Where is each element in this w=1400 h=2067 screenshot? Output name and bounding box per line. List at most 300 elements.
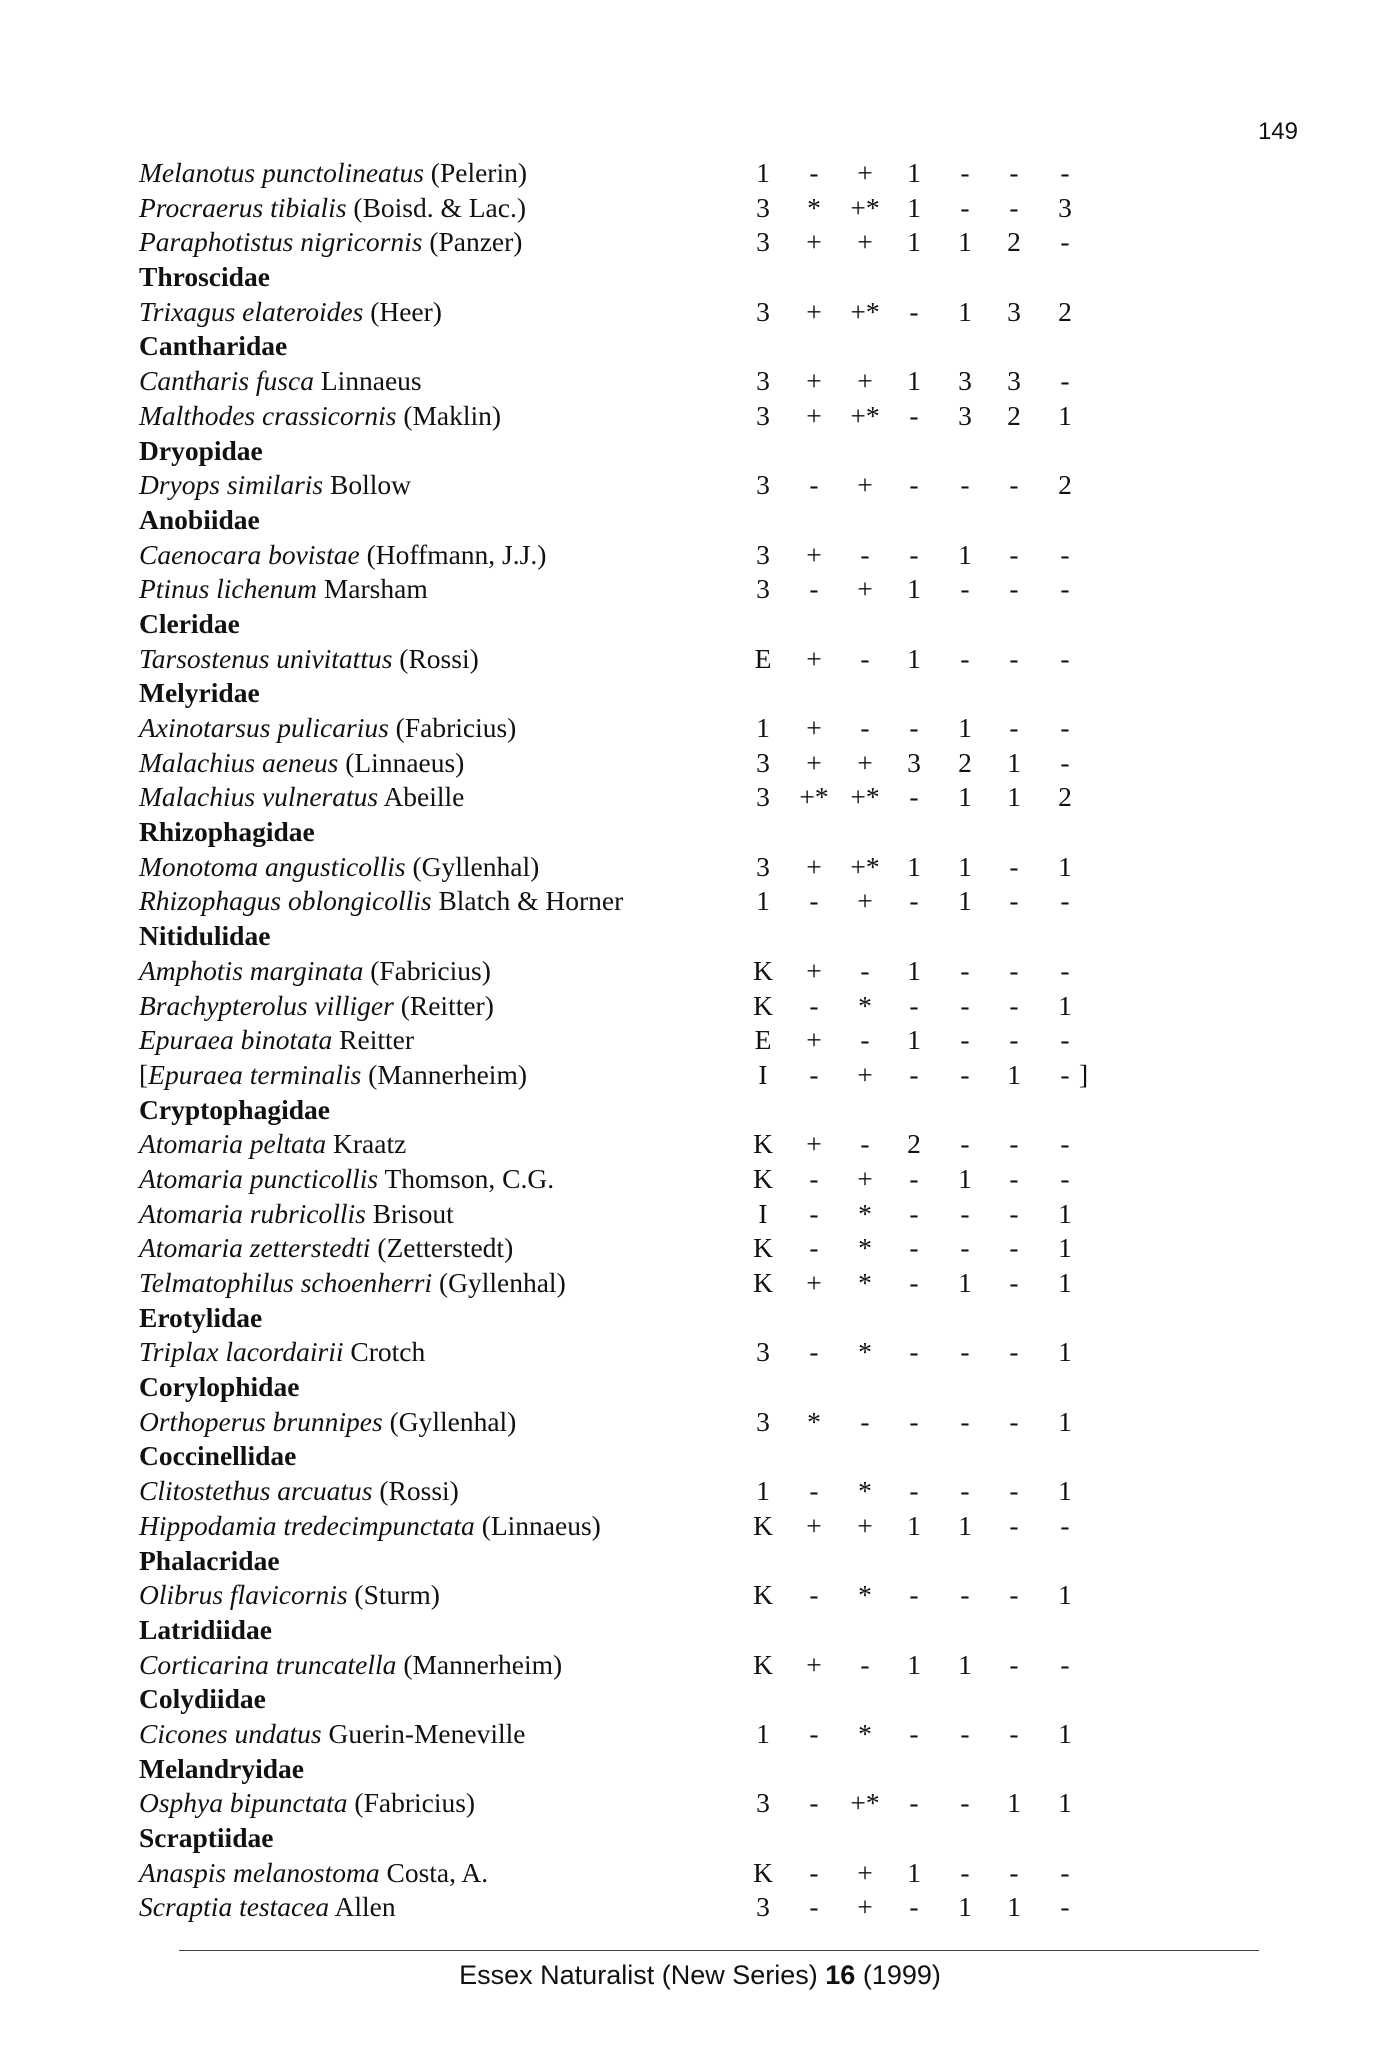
authority: Abeille	[383, 781, 465, 813]
authority: (Panzer)	[429, 226, 523, 258]
record-cell: -	[909, 1405, 919, 1437]
record-cell: 3	[756, 781, 770, 813]
record-cell: -	[909, 1232, 919, 1264]
record-cell: +*	[850, 781, 880, 813]
record-cell: 1	[958, 781, 972, 813]
record-cell: *	[807, 1405, 821, 1437]
species-row	[139, 1266, 1159, 1301]
record-cell: 1	[958, 1891, 972, 1923]
close-bracket: ]	[1079, 1058, 1089, 1090]
species-name	[139, 1856, 488, 1891]
family-heading	[139, 1752, 1159, 1787]
family-name: Throscidae	[139, 261, 270, 293]
species-name	[139, 1162, 554, 1197]
record-cell: 1	[958, 1648, 972, 1680]
journal-title: Essex Naturalist (New Series)	[459, 1960, 818, 1990]
species-row	[139, 1127, 1159, 1162]
record-cell: -	[909, 1336, 919, 1368]
authority: (Sturm)	[354, 1579, 440, 1611]
authority: (Mannerheim)	[403, 1648, 563, 1680]
record-cell: -	[909, 989, 919, 1021]
family-name: Cleridae	[139, 607, 240, 639]
record-cell: -	[860, 1405, 870, 1437]
record-cell: -	[960, 1405, 970, 1437]
family-name: Cryptophagidae	[139, 1093, 330, 1125]
record-cell: -	[1009, 1336, 1019, 1368]
species-row	[139, 1058, 1159, 1093]
record-cell: -	[960, 157, 970, 188]
record-cell: -	[809, 1475, 819, 1507]
record-cell: I	[758, 1058, 768, 1090]
record-cell: 1	[907, 191, 921, 223]
authority: (Gyllenhal)	[389, 1405, 517, 1437]
record-cell: 3	[756, 850, 770, 882]
species-name	[139, 1231, 513, 1266]
species-name	[139, 1058, 527, 1093]
record-cell: +	[857, 226, 873, 258]
record-cell: -	[860, 712, 870, 743]
species-row	[139, 1786, 1159, 1821]
record-cell: -	[909, 1787, 919, 1819]
species-row	[139, 1023, 1159, 1058]
species-row	[139, 225, 1159, 260]
species-row	[139, 850, 1159, 885]
record-cell: +	[806, 226, 822, 258]
family-heading	[139, 1439, 1159, 1474]
family-name: Dryopidae	[139, 434, 263, 466]
record-cell: -	[960, 1579, 970, 1611]
binomial-name: Atomaria peltata	[139, 1128, 327, 1160]
record-cell: -	[1060, 365, 1070, 397]
record-cell: -	[809, 469, 819, 501]
authority: Linnaeus	[320, 365, 422, 397]
family-name: Anobiidae	[139, 503, 260, 535]
authority: (Maklin)	[403, 399, 502, 431]
species-row	[139, 399, 1159, 434]
binomial-name: Axinotarsus pulicarius	[139, 712, 389, 743]
family-name: Nitidulidae	[139, 920, 271, 952]
family-name: Rhizophagidae	[139, 816, 315, 848]
record-cell: +	[806, 1648, 822, 1680]
authority: (Fabricius)	[354, 1787, 476, 1819]
record-cell: 1	[1007, 781, 1021, 813]
record-cell: -	[1009, 538, 1019, 570]
binomial-name: Amphotis marginata	[139, 954, 364, 986]
record-cell: 3	[756, 399, 770, 431]
species-name	[139, 538, 546, 573]
record-cell: -	[1009, 1579, 1019, 1611]
record-cell: -	[1060, 157, 1070, 188]
binomial-name: Atomaria rubricollis	[139, 1197, 366, 1229]
species-row	[139, 364, 1159, 399]
record-cell: +	[806, 642, 822, 674]
binomial-name: Brachypterolus villiger	[139, 989, 394, 1021]
record-cell: -	[1009, 1162, 1019, 1194]
record-cell: 1	[1058, 1232, 1072, 1264]
record-cell: 3	[1058, 191, 1072, 223]
authority: Reitter	[339, 1024, 414, 1056]
record-cell: 1	[907, 365, 921, 397]
record-cell: 1	[756, 885, 770, 917]
record-cell: -	[809, 1197, 819, 1229]
binomial-name: Procraerus tibialis	[139, 191, 347, 223]
family-heading	[139, 1682, 1159, 1717]
record-cell: *	[807, 191, 821, 223]
record-cell: +	[806, 365, 822, 397]
record-cell: -	[860, 1648, 870, 1680]
record-cell: 1	[1058, 1579, 1072, 1611]
record-cell: *	[858, 989, 872, 1021]
species-name	[139, 1127, 406, 1162]
record-cell: -	[909, 1197, 919, 1229]
record-cell: 1	[1058, 1405, 1072, 1437]
record-cell: -	[860, 1128, 870, 1160]
record-cell: -	[1009, 1509, 1019, 1541]
record-cell: -	[1009, 1717, 1019, 1749]
authority: Crotch	[350, 1336, 426, 1368]
binomial-name: Scraptia testacea	[139, 1891, 330, 1923]
family-heading	[139, 1370, 1159, 1405]
record-cell: 1	[907, 954, 921, 986]
species-row	[139, 1231, 1159, 1266]
record-cell: 1	[958, 538, 972, 570]
binomial-name: Dryops similaris	[139, 469, 324, 501]
authority: Guerin-Meneville	[328, 1717, 526, 1749]
authority: (Pelerin)	[430, 157, 527, 188]
record-cell: I	[758, 1197, 768, 1229]
record-cell: -	[809, 989, 819, 1021]
species-name	[139, 1405, 516, 1440]
record-cell: -	[809, 157, 819, 188]
binomial-name: Malachius aeneus	[139, 746, 339, 778]
species-name	[139, 884, 623, 919]
record-cell: +	[806, 295, 822, 327]
record-cell: K	[753, 954, 773, 986]
record-cell: -	[909, 399, 919, 431]
record-cell: 1	[1058, 1197, 1072, 1229]
record-cell: -	[960, 1232, 970, 1264]
record-cell: K	[753, 1162, 773, 1194]
record-cell: 1	[907, 1024, 921, 1056]
record-cell: -	[1009, 885, 1019, 917]
record-cell: -	[1009, 573, 1019, 605]
authority: Costa, A.	[386, 1856, 489, 1888]
record-cell: -	[1060, 538, 1070, 570]
record-cell: 2	[1007, 399, 1021, 431]
authority: (Linnaeus)	[481, 1509, 601, 1541]
authority: (Linnaeus)	[345, 746, 465, 778]
binomial-name: Malthodes crassicornis	[139, 399, 397, 431]
authority: (Rossi)	[399, 642, 479, 674]
open-bracket: [	[139, 1058, 149, 1090]
family-name: Colydiidae	[139, 1683, 266, 1715]
record-cell: 1	[907, 1648, 921, 1680]
record-cell: 1	[907, 573, 921, 605]
record-cell: -	[1060, 1058, 1070, 1090]
record-cell: 1	[756, 157, 770, 188]
record-cell: 3	[756, 1336, 770, 1368]
record-cell: 1	[756, 1717, 770, 1749]
record-cell: +	[857, 365, 873, 397]
family-name: Erotylidae	[139, 1301, 263, 1333]
record-cell: -	[1060, 885, 1070, 917]
species-row	[139, 1890, 1159, 1925]
species-name	[139, 642, 479, 677]
record-cell: 1	[907, 157, 921, 188]
record-cell: *	[858, 1232, 872, 1264]
record-cell: -	[1009, 1475, 1019, 1507]
species-row	[139, 989, 1159, 1024]
species-row	[139, 746, 1159, 781]
record-cell: -	[1009, 191, 1019, 223]
family-heading	[139, 919, 1159, 954]
record-cell: -	[809, 1579, 819, 1611]
record-cell: -	[909, 781, 919, 813]
record-cell: *	[858, 1717, 872, 1749]
family-heading	[139, 607, 1159, 642]
record-cell: +	[857, 573, 873, 605]
record-cell: -	[909, 1267, 919, 1298]
record-cell: -	[860, 642, 870, 674]
record-cell: +	[857, 1891, 873, 1923]
species-name	[139, 468, 411, 503]
record-cell: -	[909, 295, 919, 327]
species-name	[139, 1578, 440, 1613]
record-cell: -	[860, 1024, 870, 1056]
record-cell: 1	[1058, 1717, 1072, 1749]
species-row	[139, 1405, 1159, 1440]
record-cell: -	[1009, 1024, 1019, 1056]
species-name	[139, 156, 527, 191]
record-cell: +	[857, 1058, 873, 1090]
species-name	[139, 295, 442, 330]
record-cell: 1	[1007, 1787, 1021, 1819]
species-row	[139, 1648, 1159, 1683]
record-cell: -	[960, 1787, 970, 1819]
family-heading	[139, 1093, 1159, 1128]
record-cell: 3	[756, 295, 770, 327]
family-name: Cantharidae	[139, 330, 288, 362]
record-cell: -	[809, 1232, 819, 1264]
record-cell: 3	[756, 1787, 770, 1819]
record-cell: +	[857, 469, 873, 501]
record-cell: -	[1060, 954, 1070, 986]
species-name	[139, 1474, 459, 1509]
record-cell: +	[806, 399, 822, 431]
record-cell: 1	[1007, 1891, 1021, 1923]
record-cell: 1	[907, 1509, 921, 1541]
species-name	[139, 989, 494, 1024]
species-row	[139, 1162, 1159, 1197]
record-cell: K	[753, 1648, 773, 1680]
record-cell: -	[960, 1024, 970, 1056]
record-cell: -	[1009, 1405, 1019, 1437]
record-cell: K	[753, 1267, 773, 1298]
record-cell: -	[960, 1128, 970, 1160]
record-cell: -	[809, 1856, 819, 1888]
binomial-name: Atomaria puncticollis	[139, 1162, 379, 1194]
family-name: Melyridae	[139, 677, 260, 709]
record-cell: 3	[756, 1405, 770, 1437]
record-cell: +	[806, 850, 822, 882]
record-cell: E	[754, 642, 772, 674]
record-cell: 3	[958, 365, 972, 397]
record-cell: K	[753, 1579, 773, 1611]
species-name	[139, 399, 501, 434]
record-cell: -	[1009, 642, 1019, 674]
binomial-name: Ptinus lichenum	[139, 573, 317, 605]
binomial-name: Telmatophilus schoenherri	[139, 1267, 433, 1298]
species-row	[139, 156, 1159, 191]
record-cell: -	[909, 712, 919, 743]
record-cell: *	[858, 1267, 872, 1298]
binomial-name: Paraphotistus nigricornis	[139, 226, 423, 258]
species-name	[139, 850, 539, 885]
record-cell: -	[960, 1717, 970, 1749]
record-cell: +*	[799, 781, 829, 813]
record-cell: +	[857, 157, 873, 188]
species-name	[139, 1786, 475, 1821]
record-cell: -	[909, 1579, 919, 1611]
record-cell: *	[858, 1579, 872, 1611]
record-cell: -	[1009, 1128, 1019, 1160]
record-cell: +	[806, 1024, 822, 1056]
record-cell: 1	[1058, 1475, 1072, 1507]
record-cell: 1	[1058, 399, 1072, 431]
authority: (Fabricius)	[395, 712, 517, 743]
species-name	[139, 364, 422, 399]
record-cell: -	[1009, 1267, 1019, 1298]
species-row	[139, 1578, 1159, 1613]
binomial-name: Clitostethus arcuatus	[139, 1475, 373, 1507]
species-row	[139, 1509, 1159, 1544]
species-name	[139, 1023, 414, 1058]
record-cell: K	[753, 1856, 773, 1888]
family-name: Phalacridae	[139, 1544, 280, 1576]
record-cell: K	[753, 1509, 773, 1541]
record-cell: -	[909, 538, 919, 570]
record-cell: -	[809, 1336, 819, 1368]
record-cell: +	[806, 712, 822, 743]
authority: (Zetterstedt)	[377, 1232, 514, 1264]
record-cell: K	[753, 1128, 773, 1160]
authority: (Heer)	[370, 295, 442, 327]
record-cell: -	[960, 469, 970, 501]
authority: Kraatz	[333, 1128, 407, 1160]
record-cell: 1	[1058, 1787, 1072, 1819]
binomial-name: Triplax lacordairii	[139, 1336, 344, 1368]
species-name	[139, 1197, 454, 1232]
species-row	[139, 1197, 1159, 1232]
record-cell: -	[960, 1058, 970, 1090]
record-cell: 1	[907, 226, 921, 258]
record-cell: -	[1060, 746, 1070, 778]
authority: Bollow	[330, 469, 411, 501]
record-cell: 1	[958, 226, 972, 258]
record-cell: -	[1009, 954, 1019, 986]
page-number: 149	[1257, 118, 1298, 145]
record-cell: -	[1060, 712, 1070, 743]
binomial-name: Cantharis fusca	[139, 365, 314, 397]
record-cell: *	[858, 1475, 872, 1507]
record-cell: -	[960, 191, 970, 223]
record-cell: -	[809, 885, 819, 917]
volume-number: 16	[825, 1960, 856, 1990]
publication-year: (1999)	[862, 1960, 941, 1990]
species-row	[139, 780, 1159, 815]
record-cell: 2	[1058, 295, 1072, 327]
record-cell: 1	[1007, 746, 1021, 778]
authority: Allen	[334, 1891, 396, 1923]
species-name	[139, 225, 522, 260]
species-name	[139, 191, 526, 226]
record-cell: -	[1060, 573, 1070, 605]
family-name: Latridiidae	[139, 1613, 272, 1645]
binomial-name: Caenocara bovistae	[139, 538, 360, 570]
species-name	[139, 711, 516, 746]
record-cell: 1	[958, 1162, 972, 1194]
authority: (Rossi)	[379, 1475, 459, 1507]
record-cell: -	[1060, 1128, 1070, 1160]
binomial-name: Corticarina truncatella	[139, 1648, 397, 1680]
record-cell: -	[809, 1717, 819, 1749]
record-cell: +	[806, 954, 822, 986]
record-cell: 3	[756, 191, 770, 223]
family-name: Coccinellidae	[139, 1440, 297, 1472]
record-cell: +	[806, 538, 822, 570]
record-cell: +	[857, 885, 873, 917]
family-heading	[139, 434, 1159, 469]
family-name: Scraptiidae	[139, 1822, 274, 1853]
record-cell: 3	[756, 365, 770, 397]
record-cell: 3	[907, 746, 921, 778]
record-cell: 1	[958, 885, 972, 917]
species-row	[139, 1474, 1159, 1509]
family-heading	[139, 1301, 1159, 1336]
species-row	[139, 642, 1159, 677]
binomial-name: Osphya bipunctata	[139, 1787, 348, 1819]
species-row	[139, 884, 1159, 919]
record-cell: -	[960, 1475, 970, 1507]
record-cell: -	[909, 1717, 919, 1749]
record-cell: -	[1060, 1024, 1070, 1056]
record-cell: K	[753, 1232, 773, 1264]
record-cell: -	[960, 989, 970, 1021]
binomial-name: Olibrus flavicornis	[139, 1579, 348, 1611]
record-cell: 3	[958, 399, 972, 431]
record-cell: -	[1060, 1509, 1070, 1541]
record-cell: -	[860, 538, 870, 570]
record-cell: -	[1009, 157, 1019, 188]
species-name	[139, 746, 464, 781]
record-cell: E	[754, 1024, 772, 1056]
record-cell: *	[858, 1197, 872, 1229]
species-name	[139, 1890, 396, 1925]
binomial-name: Epuraea terminalis	[148, 1058, 362, 1090]
record-cell: +*	[850, 399, 880, 431]
species-row	[139, 1335, 1159, 1370]
record-cell: -	[1009, 1856, 1019, 1888]
record-cell: -	[1060, 1856, 1070, 1888]
record-cell: 2	[1058, 469, 1072, 501]
record-cell: -	[909, 1475, 919, 1507]
record-cell: +*	[850, 295, 880, 327]
record-cell: 2	[1007, 226, 1021, 258]
record-cell: -	[1009, 1232, 1019, 1264]
record-cell: -	[1060, 1162, 1070, 1194]
record-cell: 1	[756, 1475, 770, 1507]
species-name	[139, 1648, 562, 1683]
